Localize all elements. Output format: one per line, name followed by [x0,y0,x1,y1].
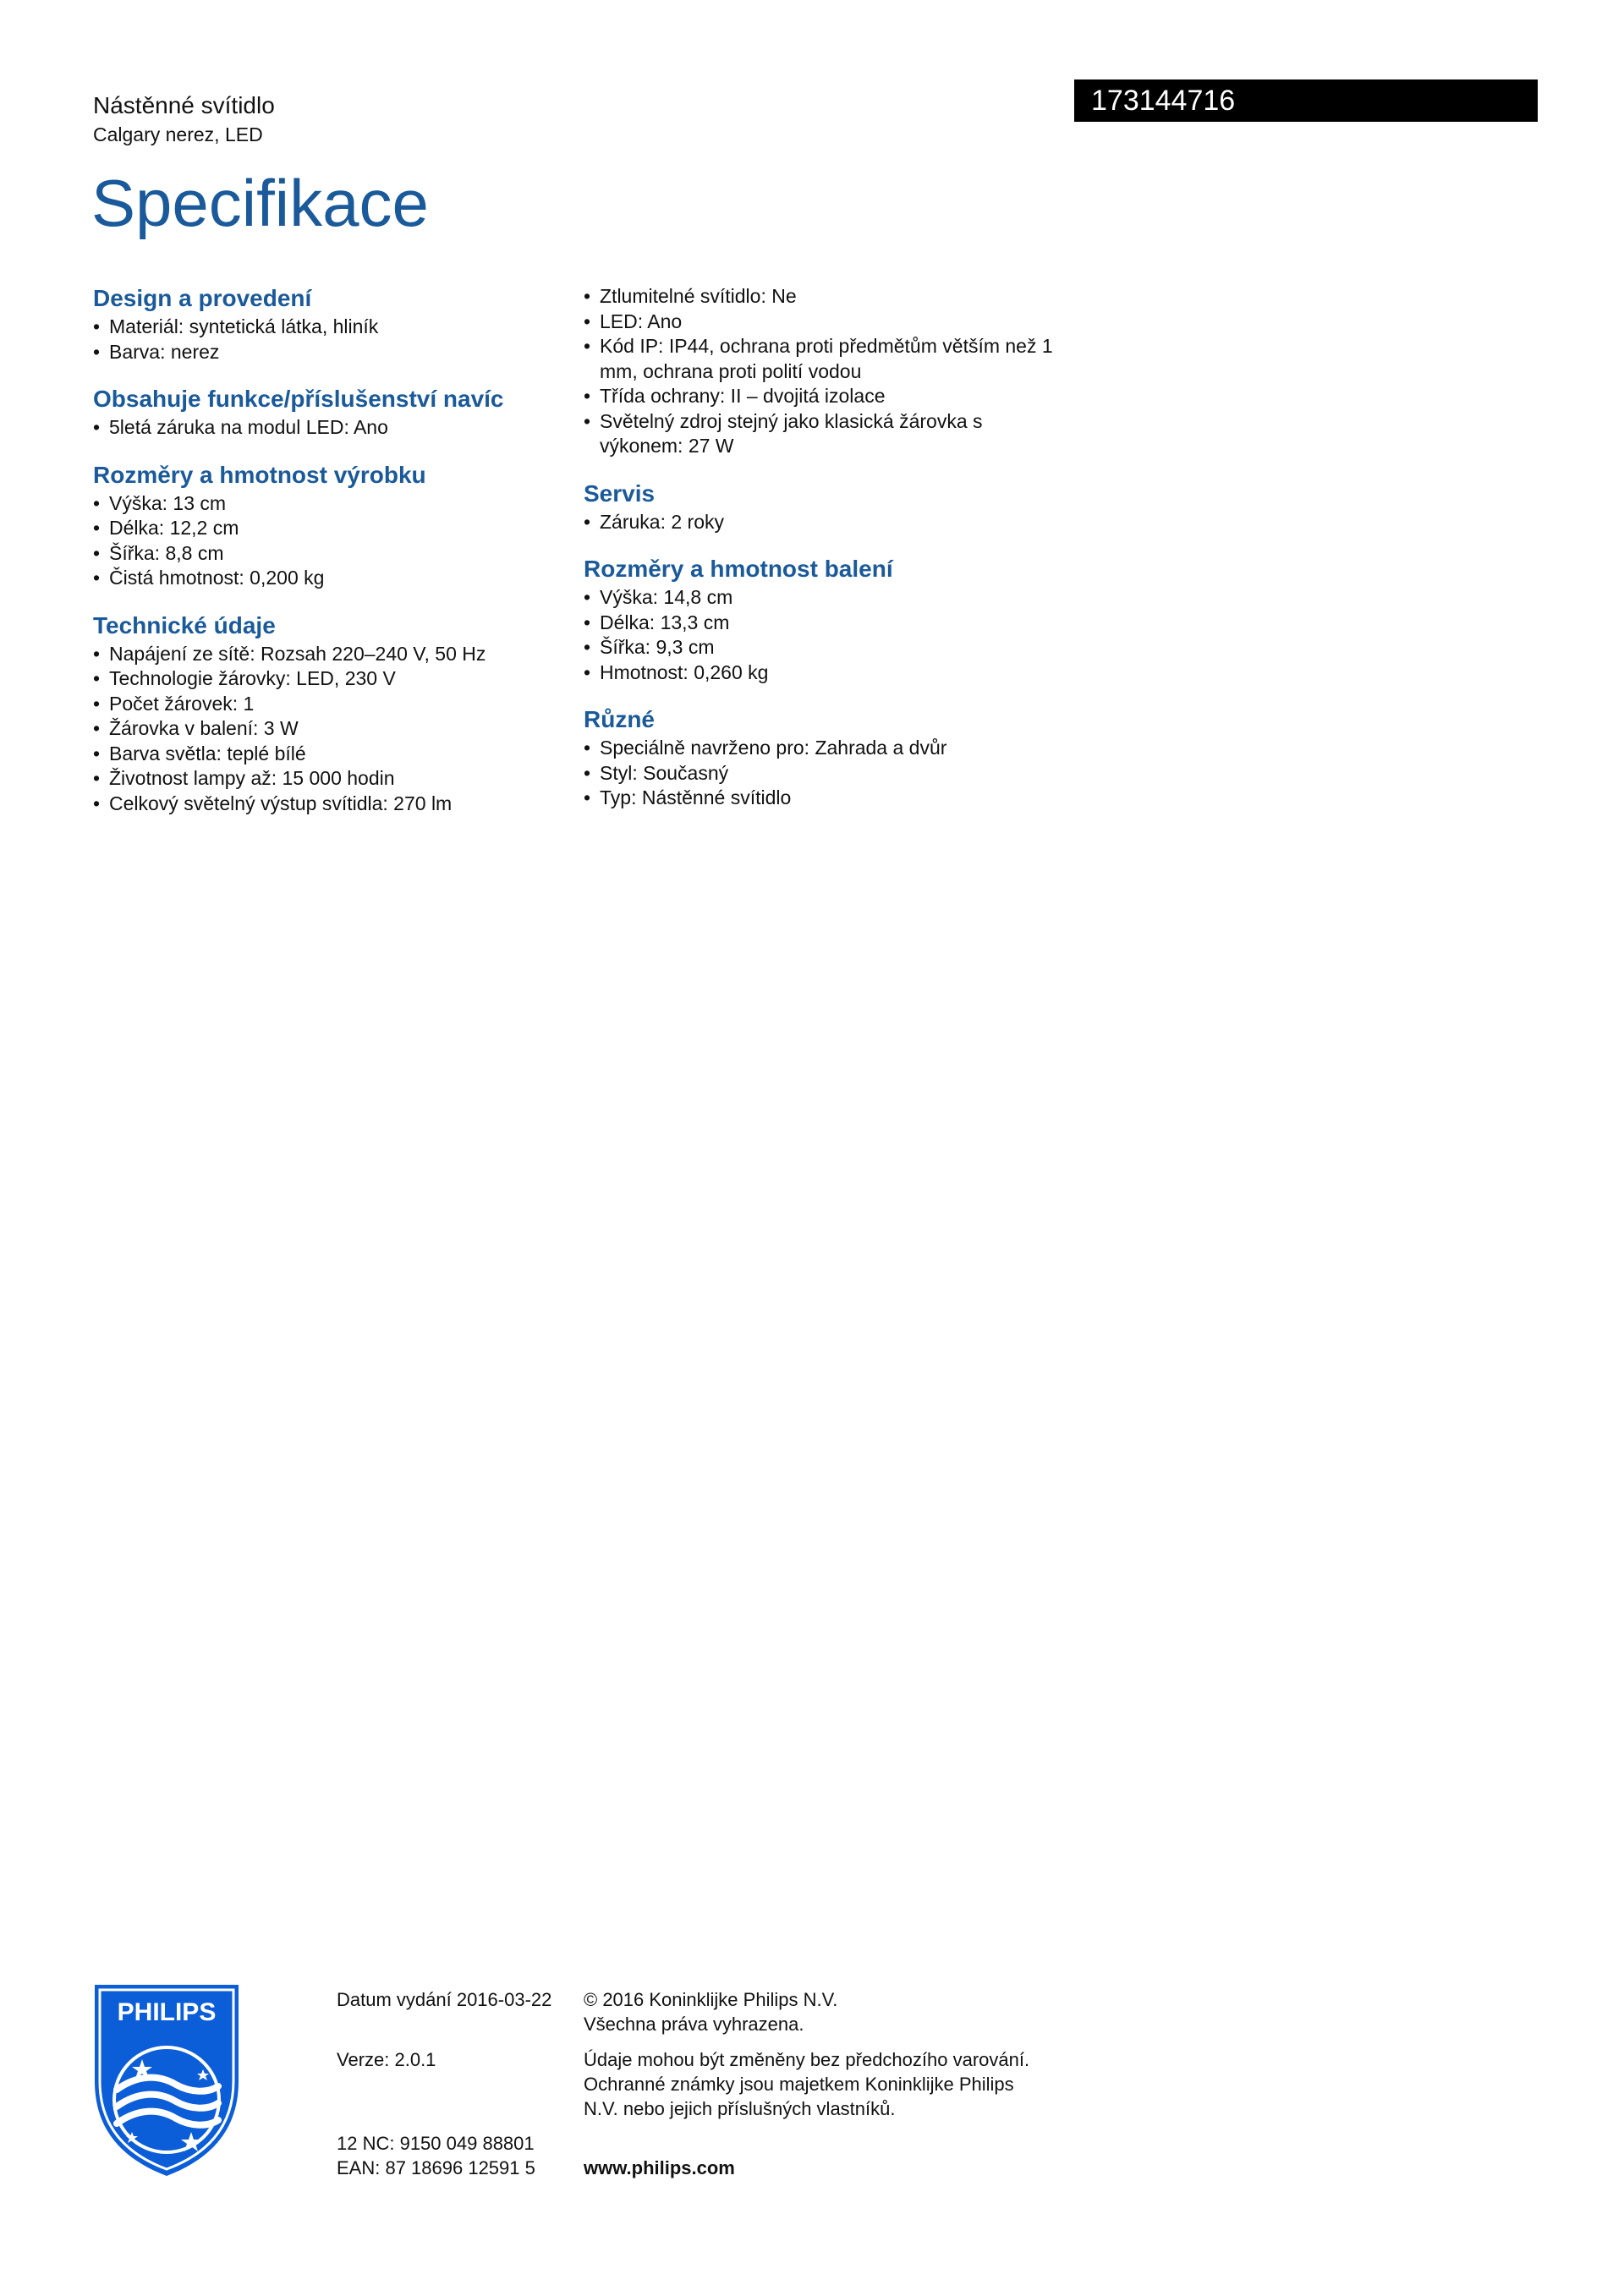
release-date: Datum vydání 2016-03-22 [337,1989,552,2010]
spec-section-technical [93,611,584,817]
section-title: Rozměry a hmotnost balení [584,556,893,582]
spec-item: • Ztlumitelné svítidlo: Ne [584,284,1074,310]
spec-item: • Technologie žárovky: LED, 230 V [93,666,584,692]
website-link[interactable]: www.philips.com [584,2157,735,2178]
spec-column-left [93,284,584,836]
spec-item: • Napájení ze sítě: Rozsah 220–240 V, 50 Hz [93,642,584,667]
disclaimer-line: N.V. nebo jejich příslušných vlastníků. [584,2098,896,2119]
product-code-badge: 173144716 [1074,79,1538,122]
spec-item: • Čistá hmotnost: 0,200 kg [93,566,584,591]
svg-text:PHILIPS: PHILIPS [117,1998,217,2026]
spec-item: • Šířka: 8,8 cm [93,541,584,567]
spec-item: • Speciálně navrženo pro: Zahrada a dvůr [584,736,1074,761]
page-title: Specifikace [91,166,429,240]
spec-section-misc [584,705,1074,811]
spec-item: • Výška: 13 cm [93,491,584,517]
disclaimer-line: Ochranné známky jsou majetkem Koninklijke Philips [584,2074,1014,2095]
section-title: Design a provedení [93,285,312,311]
spec-section-extras [93,385,584,441]
spec-item: • Počet žárovek: 1 [93,692,584,717]
spec-item: • Žárovka v balení: 3 W [93,716,584,742]
spec-section-package-dimensions [584,555,1074,685]
product-name: Nástěnné svítidlo [93,92,275,118]
spec-item: • Třída ochrany: II – dvojitá izolace [584,384,1074,409]
spec-item: • Délka: 12,2 cm [93,516,584,541]
product-subtitle: Calgary nerez, LED [93,123,263,145]
nc-number: 12 NC: 9150 049 88801 [337,2133,535,2154]
spec-section-service [584,479,1074,535]
spec-item: • Materiál: syntetická látka, hliník [93,315,584,340]
disclaimer-line: Údaje mohou být změněny bez předchozího varování. [584,2049,1030,2070]
spec-item: • Výška: 14,8 cm [584,585,1074,611]
spec-item: • Barva: nerez [93,340,584,365]
philips-shield-logo [91,1981,242,2179]
section-title: Různé [584,706,655,732]
spec-item: • 5letá záruka na modul LED: Ano [93,415,584,441]
spec-item: • Kód IP: IP44, ochrana proti předmětům větším než 1 mm, ochrana proti polití vodou [584,334,1061,384]
spec-section-technical-continued [584,284,1074,459]
spec-item: • Styl: Současný [584,761,1074,786]
section-title: Obsahuje funkce/příslušenství navíc [93,386,504,412]
spec-item: • Světelný zdroj stejný jako klasická žárovka s výkonem: 27 W [584,409,997,459]
section-title: Rozměry a hmotnost výrobku [93,461,426,488]
spec-item: • Záruka: 2 roky [584,510,1074,535]
spec-column-right [584,284,1074,831]
copyright: © 2016 Koninklijke Philips N.V. [584,1989,838,2010]
ean-number: EAN: 87 18696 12591 5 [337,2157,535,2178]
rights-reserved: Všechna práva vyhrazena. [584,2014,804,2035]
spec-section-product-dimensions [93,461,584,591]
section-title: Technické údaje [93,611,276,638]
spec-item: • Barva světla: teplé bílé [93,742,584,767]
spec-section-design [93,284,584,364]
spec-item: • Životnost lampy až: 15 000 hodin [93,766,584,792]
spec-item: • Délka: 13,3 cm [584,611,1074,636]
spec-item: • LED: Ano [584,310,1074,335]
spec-item: • Hmotnost: 0,260 kg [584,660,1074,686]
spec-item: • Šířka: 9,3 cm [584,635,1074,660]
spec-item: • Celkový světelný výstup svítidla: 270 lm [93,792,584,817]
spec-item: • Typ: Nástěnné svítidlo [584,786,1074,811]
version: Verze: 2.0.1 [337,2049,436,2070]
section-title: Servis [584,479,656,507]
